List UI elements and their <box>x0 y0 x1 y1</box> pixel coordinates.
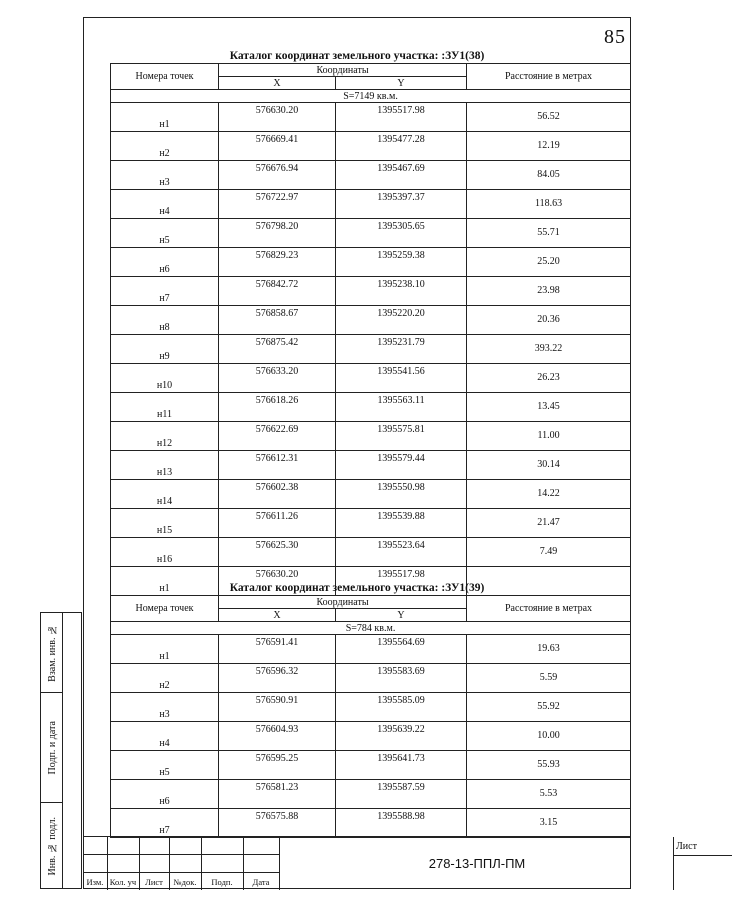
point-cell <box>111 364 219 393</box>
distance-cell-text: 19.63 <box>537 643 560 654</box>
y-cell-text: 1395579.44 <box>377 453 425 464</box>
distance-cell <box>467 103 631 132</box>
sidebar-inv-cell <box>41 803 63 890</box>
col-distance-header: Расстояние в метрах <box>467 64 631 90</box>
distance-cell <box>467 809 631 838</box>
y-cell-text: 1395588.98 <box>377 811 425 822</box>
distance-cell <box>467 190 631 219</box>
distance-cell-text: 84.05 <box>537 169 560 180</box>
x-cell <box>219 422 336 451</box>
distance-cell <box>467 780 631 809</box>
distance-cell-text: 118.63 <box>534 198 563 209</box>
point-cell-text: н9 <box>159 351 170 362</box>
col-coords-header: Координаты <box>219 64 467 77</box>
point-cell <box>111 190 219 219</box>
distance-cell <box>467 306 631 335</box>
y-cell-text: 1395539.88 <box>377 511 425 522</box>
distance-cell-text: 10.00 <box>537 730 560 741</box>
x-cell <box>219 306 336 335</box>
distance-cell-text: 7.49 <box>539 546 558 557</box>
y-cell <box>336 635 467 664</box>
y-cell-text: 1395639.22 <box>377 724 425 735</box>
distance-cell <box>467 693 631 722</box>
col-y-header: Y <box>336 77 467 90</box>
catalog2-area: S=784 кв.м. <box>111 622 631 635</box>
distance-cell <box>467 751 631 780</box>
y-cell <box>336 722 467 751</box>
point-cell-text: н12 <box>156 438 173 449</box>
point-cell-text: н7 <box>159 825 170 836</box>
y-cell-text: 1395541.56 <box>377 366 425 377</box>
x-cell-text: 576595.25 <box>255 753 299 764</box>
point-cell <box>111 751 219 780</box>
distance-cell <box>467 538 631 567</box>
table-row <box>111 480 631 509</box>
x-cell <box>219 635 336 664</box>
table-row <box>111 664 631 693</box>
point-cell <box>111 161 219 190</box>
distance-cell-text: 5.59 <box>539 672 558 683</box>
y-cell <box>336 306 467 335</box>
sidebar-vzam-label: Взам. инв. № <box>46 623 58 682</box>
distance-cell <box>467 664 631 693</box>
table-row <box>111 190 631 219</box>
point-cell <box>111 809 219 838</box>
point-cell <box>111 451 219 480</box>
distance-cell <box>467 422 631 451</box>
distance-cell <box>467 480 631 509</box>
x-cell <box>219 364 336 393</box>
sidebar-podp-cell <box>41 693 63 803</box>
point-cell <box>111 248 219 277</box>
point-cell <box>111 509 219 538</box>
x-cell-text: 576633.20 <box>255 366 299 377</box>
y-cell <box>336 132 467 161</box>
distance-cell-text: 23.98 <box>537 285 560 296</box>
point-cell-text: н14 <box>156 496 173 507</box>
table-row <box>111 277 631 306</box>
x-cell-text: 576596.32 <box>255 666 299 677</box>
y-cell <box>336 509 467 538</box>
distance-cell-text: 11.00 <box>537 430 560 441</box>
distance-cell-text: 12.19 <box>537 140 560 151</box>
x-cell <box>219 248 336 277</box>
x-cell-text: 576590.91 <box>255 695 299 706</box>
table-row <box>111 751 631 780</box>
sidebar-inv-label: Инв. № подл. <box>46 817 58 876</box>
table-row <box>111 722 631 751</box>
table-row <box>111 538 631 567</box>
distance-cell <box>467 722 631 751</box>
x-cell-text: 576625.30 <box>255 540 299 551</box>
point-cell-text: н13 <box>156 467 173 478</box>
x-cell <box>219 664 336 693</box>
catalog1-area: S=7149 кв.м. <box>111 90 631 103</box>
y-cell-text: 1395238.10 <box>377 279 425 290</box>
y-cell <box>336 161 467 190</box>
document-code: 278-13-ППЛ-ПМ <box>279 837 674 890</box>
x-cell-text: 576798.20 <box>255 221 299 232</box>
table-row <box>111 393 631 422</box>
distance-cell-text: 13.45 <box>537 401 560 412</box>
y-cell-text: 1395564.69 <box>377 637 425 648</box>
table-row <box>111 693 631 722</box>
y-cell-text: 1395585.09 <box>377 695 425 706</box>
distance-cell <box>467 132 631 161</box>
point-cell <box>111 664 219 693</box>
point-cell <box>111 780 219 809</box>
distance-cell-text: 21.47 <box>537 517 560 528</box>
table-row <box>111 635 631 664</box>
y-cell <box>336 277 467 306</box>
point-cell-text: н6 <box>159 264 170 275</box>
y-cell <box>336 103 467 132</box>
point-cell <box>111 277 219 306</box>
x-cell <box>219 161 336 190</box>
distance-cell-text: 26.23 <box>537 372 560 383</box>
catalog1-table <box>110 63 631 596</box>
table-row <box>111 422 631 451</box>
x-cell-text: 576612.31 <box>255 453 299 464</box>
point-cell <box>111 422 219 451</box>
point-cell-text: н4 <box>159 738 170 749</box>
y-cell <box>336 364 467 393</box>
point-cell-text: н3 <box>159 709 170 720</box>
y-cell-text: 1395397.37 <box>377 192 425 203</box>
distance-cell <box>467 509 631 538</box>
y-cell <box>336 809 467 838</box>
x-cell <box>219 335 336 364</box>
x-cell <box>219 722 336 751</box>
stamp-list: Лист <box>145 877 163 887</box>
y-cell <box>336 219 467 248</box>
y-cell-text: 1395467.69 <box>377 163 425 174</box>
x-cell-text: 576842.72 <box>255 279 299 290</box>
y-cell-text: 1395305.65 <box>377 221 425 232</box>
x-cell <box>219 509 336 538</box>
distance-cell-text: 3.15 <box>539 817 558 828</box>
point-cell <box>111 103 219 132</box>
point-cell <box>111 538 219 567</box>
x-cell-text: 576722.97 <box>255 192 299 203</box>
point-cell-text: н2 <box>159 680 170 691</box>
left-sidebar-stamp <box>40 612 82 889</box>
y-cell <box>336 751 467 780</box>
x-cell <box>219 132 336 161</box>
col-coords-header: Координаты <box>219 596 467 609</box>
point-cell-text: н15 <box>156 525 173 536</box>
distance-cell <box>467 219 631 248</box>
x-cell <box>219 538 336 567</box>
point-cell-text: н2 <box>159 148 170 159</box>
x-cell-text: 576630.20 <box>255 569 299 580</box>
x-cell <box>219 751 336 780</box>
table-row <box>111 364 631 393</box>
x-cell <box>219 190 336 219</box>
distance-cell-text: 55.71 <box>537 227 560 238</box>
col-distance-header: Расстояние в метрах <box>467 596 631 622</box>
distance-cell <box>467 451 631 480</box>
catalog1-title: Каталог координат земельного участка: :ЗУ1(38) <box>229 50 485 62</box>
col-x-header: X <box>219 609 336 622</box>
point-cell-text: н1 <box>159 119 170 130</box>
stamp-ndok: №док. <box>173 877 197 887</box>
distance-cell-text: 56.52 <box>537 111 560 122</box>
point-cell-text: н6 <box>159 796 170 807</box>
x-cell <box>219 219 336 248</box>
point-cell-text: н1 <box>159 651 170 662</box>
y-cell-text: 1395563.11 <box>377 395 425 406</box>
y-cell <box>336 693 467 722</box>
point-cell <box>111 335 219 364</box>
point-cell-text: н1 <box>159 583 170 594</box>
x-cell <box>219 693 336 722</box>
catalog2-table <box>110 595 631 838</box>
x-cell-text: 576575.88 <box>255 811 299 822</box>
title-block <box>83 836 697 890</box>
y-cell <box>336 190 467 219</box>
distance-cell <box>467 161 631 190</box>
x-cell <box>219 393 336 422</box>
sheet-number: 85 <box>604 26 626 48</box>
point-cell-text: н5 <box>159 767 170 778</box>
x-cell-text: 576875.42 <box>255 337 299 348</box>
distance-cell-text: 393.22 <box>534 343 563 354</box>
stamp-data: Дата <box>252 877 270 887</box>
sheet-label: Лист <box>676 841 697 852</box>
point-cell <box>111 722 219 751</box>
y-cell-text: 1395517.98 <box>377 105 425 116</box>
col-y-header: Y <box>336 609 467 622</box>
point-cell <box>111 219 219 248</box>
y-cell <box>336 335 467 364</box>
y-cell-text: 1395583.69 <box>377 666 425 677</box>
x-cell <box>219 277 336 306</box>
y-cell <box>336 393 467 422</box>
x-cell-text: 576669.41 <box>255 134 299 145</box>
y-cell-text: 1395259.38 <box>377 250 425 261</box>
point-cell-text: н5 <box>159 235 170 246</box>
x-cell-text: 576676.94 <box>255 163 299 174</box>
point-cell-text: н7 <box>159 293 170 304</box>
x-cell-text: 576630.20 <box>255 105 299 116</box>
x-cell-text: 576602.38 <box>255 482 299 493</box>
stamp-kol: Кол. уч <box>109 877 137 887</box>
point-cell <box>111 132 219 161</box>
y-cell <box>336 248 467 277</box>
sidebar-vzam-cell <box>41 613 63 693</box>
distance-cell <box>467 635 631 664</box>
table-row <box>111 306 631 335</box>
col-points-header: Номера точек <box>111 596 219 622</box>
distance-cell <box>467 364 631 393</box>
stamp-grid <box>83 837 279 890</box>
x-cell-text: 576858.67 <box>255 308 299 319</box>
point-cell-text: н8 <box>159 322 170 333</box>
table-row <box>111 335 631 364</box>
point-cell-text: н3 <box>159 177 170 188</box>
x-cell-text: 576604.93 <box>255 724 299 735</box>
x-cell-text: 576829.23 <box>255 250 299 261</box>
point-cell-text: н10 <box>156 380 173 391</box>
distance-cell-text: 14.22 <box>537 488 560 499</box>
point-cell <box>111 693 219 722</box>
stamp-podp: Подп. <box>211 877 233 887</box>
table-row <box>111 780 631 809</box>
point-cell-text: н16 <box>156 554 173 565</box>
x-cell-text: 576622.69 <box>255 424 299 435</box>
y-cell <box>336 538 467 567</box>
table-row <box>111 103 631 132</box>
catalog2-title: Каталог координат земельного участка: :ЗУ1(39) <box>229 582 485 594</box>
distance-cell-text: 30.14 <box>537 459 560 470</box>
y-cell-text: 1395641.73 <box>377 753 425 764</box>
table-row <box>111 248 631 277</box>
x-cell <box>219 451 336 480</box>
y-cell <box>336 780 467 809</box>
distance-cell <box>467 248 631 277</box>
distance-cell-text: 20.36 <box>537 314 560 325</box>
distance-cell-text: 5.53 <box>539 788 558 799</box>
point-cell <box>111 306 219 335</box>
distance-cell-text: 55.92 <box>537 701 560 712</box>
col-x-header: X <box>219 77 336 90</box>
table-row <box>111 451 631 480</box>
point-cell <box>111 480 219 509</box>
y-cell-text: 1395517.98 <box>377 569 425 580</box>
point-cell <box>111 393 219 422</box>
distance-cell-text: 55.93 <box>537 759 560 770</box>
y-cell <box>336 480 467 509</box>
point-cell-text: н11 <box>157 409 172 420</box>
y-cell <box>336 664 467 693</box>
distance-cell <box>467 277 631 306</box>
x-cell <box>219 780 336 809</box>
point-cell <box>111 635 219 664</box>
table-row <box>111 132 631 161</box>
y-cell <box>336 451 467 480</box>
point-cell-text: н4 <box>159 206 170 217</box>
table-row <box>111 161 631 190</box>
y-cell-text: 1395220.20 <box>377 308 425 319</box>
sidebar-podp-label: Подп. и дата <box>46 720 58 775</box>
distance-cell-text: 25.20 <box>537 256 560 267</box>
table-row <box>111 809 631 838</box>
x-cell <box>219 103 336 132</box>
sheet-box <box>673 837 732 890</box>
y-cell-text: 1395575.81 <box>377 424 425 435</box>
table-row <box>111 219 631 248</box>
y-cell-text: 1395477.28 <box>377 134 425 145</box>
y-cell-text: 1395587.59 <box>377 782 425 793</box>
distance-cell <box>467 393 631 422</box>
y-cell-text: 1395231.79 <box>377 337 425 348</box>
x-cell <box>219 809 336 838</box>
x-cell-text: 576618.26 <box>255 395 299 406</box>
table-row <box>111 509 631 538</box>
col-points-header: Номера точек <box>111 64 219 90</box>
stamp-izm: Изм. <box>86 877 104 887</box>
y-cell <box>336 422 467 451</box>
x-cell-text: 576591.41 <box>255 637 299 648</box>
y-cell-text: 1395523.64 <box>377 540 425 551</box>
x-cell-text: 576581.23 <box>255 782 299 793</box>
x-cell <box>219 480 336 509</box>
y-cell-text: 1395550.98 <box>377 482 425 493</box>
x-cell-text: 576611.26 <box>255 511 299 522</box>
distance-cell <box>467 335 631 364</box>
